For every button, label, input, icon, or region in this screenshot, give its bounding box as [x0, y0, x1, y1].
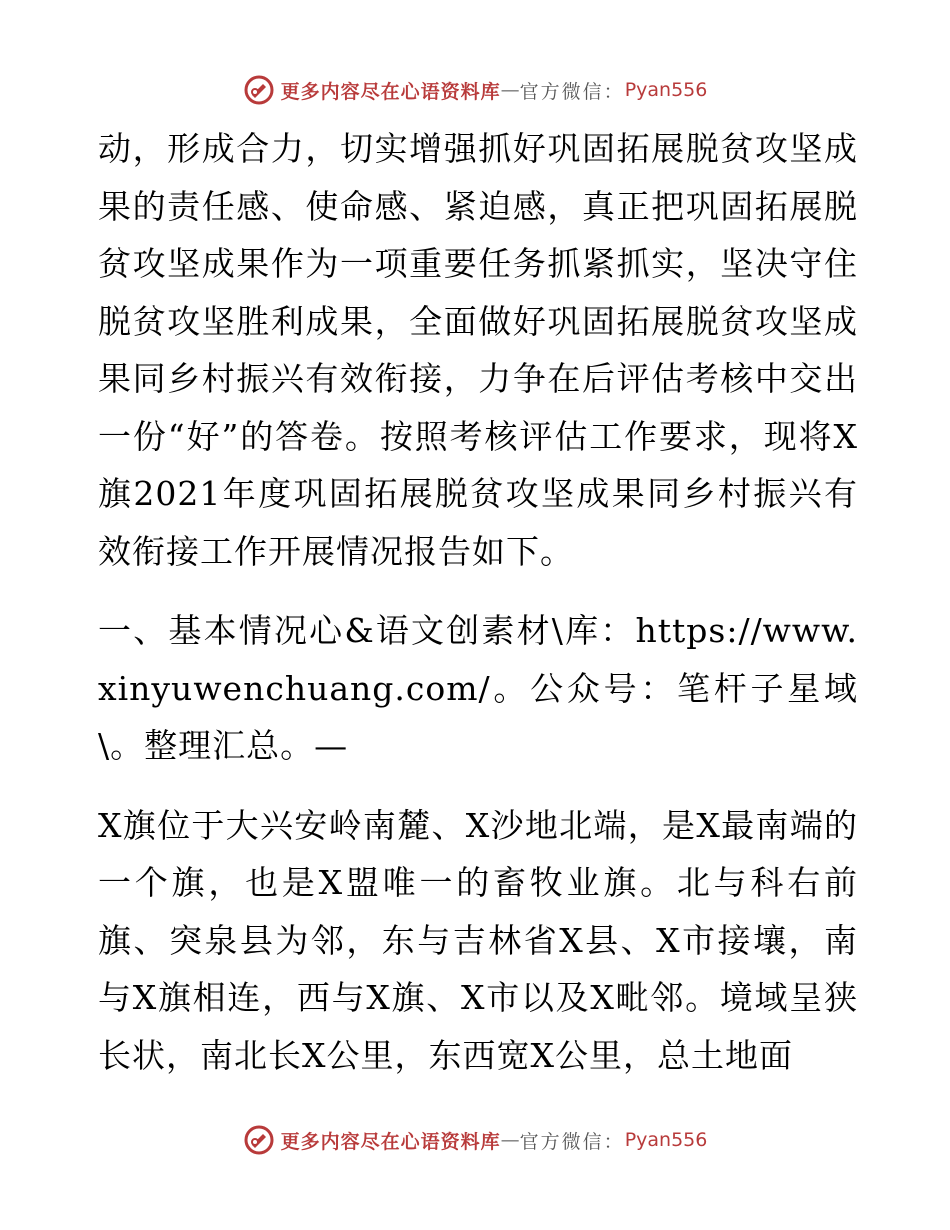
body-paragraph-3: X旗位于大兴安岭南麓、X沙地北端，是X最南端的一个旗，也是X盟唯一的畜牧业旗。北与科右前旗、突泉县为邻，东与吉林省X县、X市接壤，南与X旗相连，西与X旗、X市以及X毗邻。境域呈狭长状，南北长X公里，东西宽X公里，总土地面 [98, 805, 858, 1075]
footer-banner [0, 1120, 950, 1160]
banner-official-label: 官方微信： [519, 1130, 625, 1153]
brand-logo-icon [243, 74, 275, 106]
banner-main-text: 更多内容尽在心语资料库 [280, 80, 501, 103]
document-body [98, 120, 858, 1084]
section-heading-basic-situation: 一、基本情况心&语文创素材\库：https://www.xinyuwenchuang.com/。公众号：笔杆子星域\。整理汇总。— [98, 611, 858, 765]
banner-separator: — [500, 79, 520, 101]
body-paragraph-1: 动，形成合力，切实增强抓好巩固拓展脱贫攻坚成果的责任感、使命感、紧迫感，真正把巩固拓展脱贫攻坚成果作为一项重要任务抓紧抓实，坚决守住脱贫攻坚胜利成果，全面做好巩固拓展脱贫攻坚成果同乡村振兴有效衔接，力争在后评估考核中交出一份“好”的答卷。按照考核评估工作要求，现将X旗2021年度巩固拓展脱贫攻坚成果同乡村振兴有效衔接工作开展情况报告如下。 [98, 129, 858, 571]
banner-separator: — [500, 1129, 520, 1151]
brand-logo-icon [243, 1124, 275, 1156]
banner-handle: Pyan556 [624, 1129, 708, 1151]
banner-handle: Pyan556 [624, 79, 708, 101]
banner-main-text: 更多内容尽在心语资料库 [280, 1130, 501, 1153]
banner-official-label: 官方微信： [519, 80, 625, 103]
header-banner [0, 70, 950, 110]
